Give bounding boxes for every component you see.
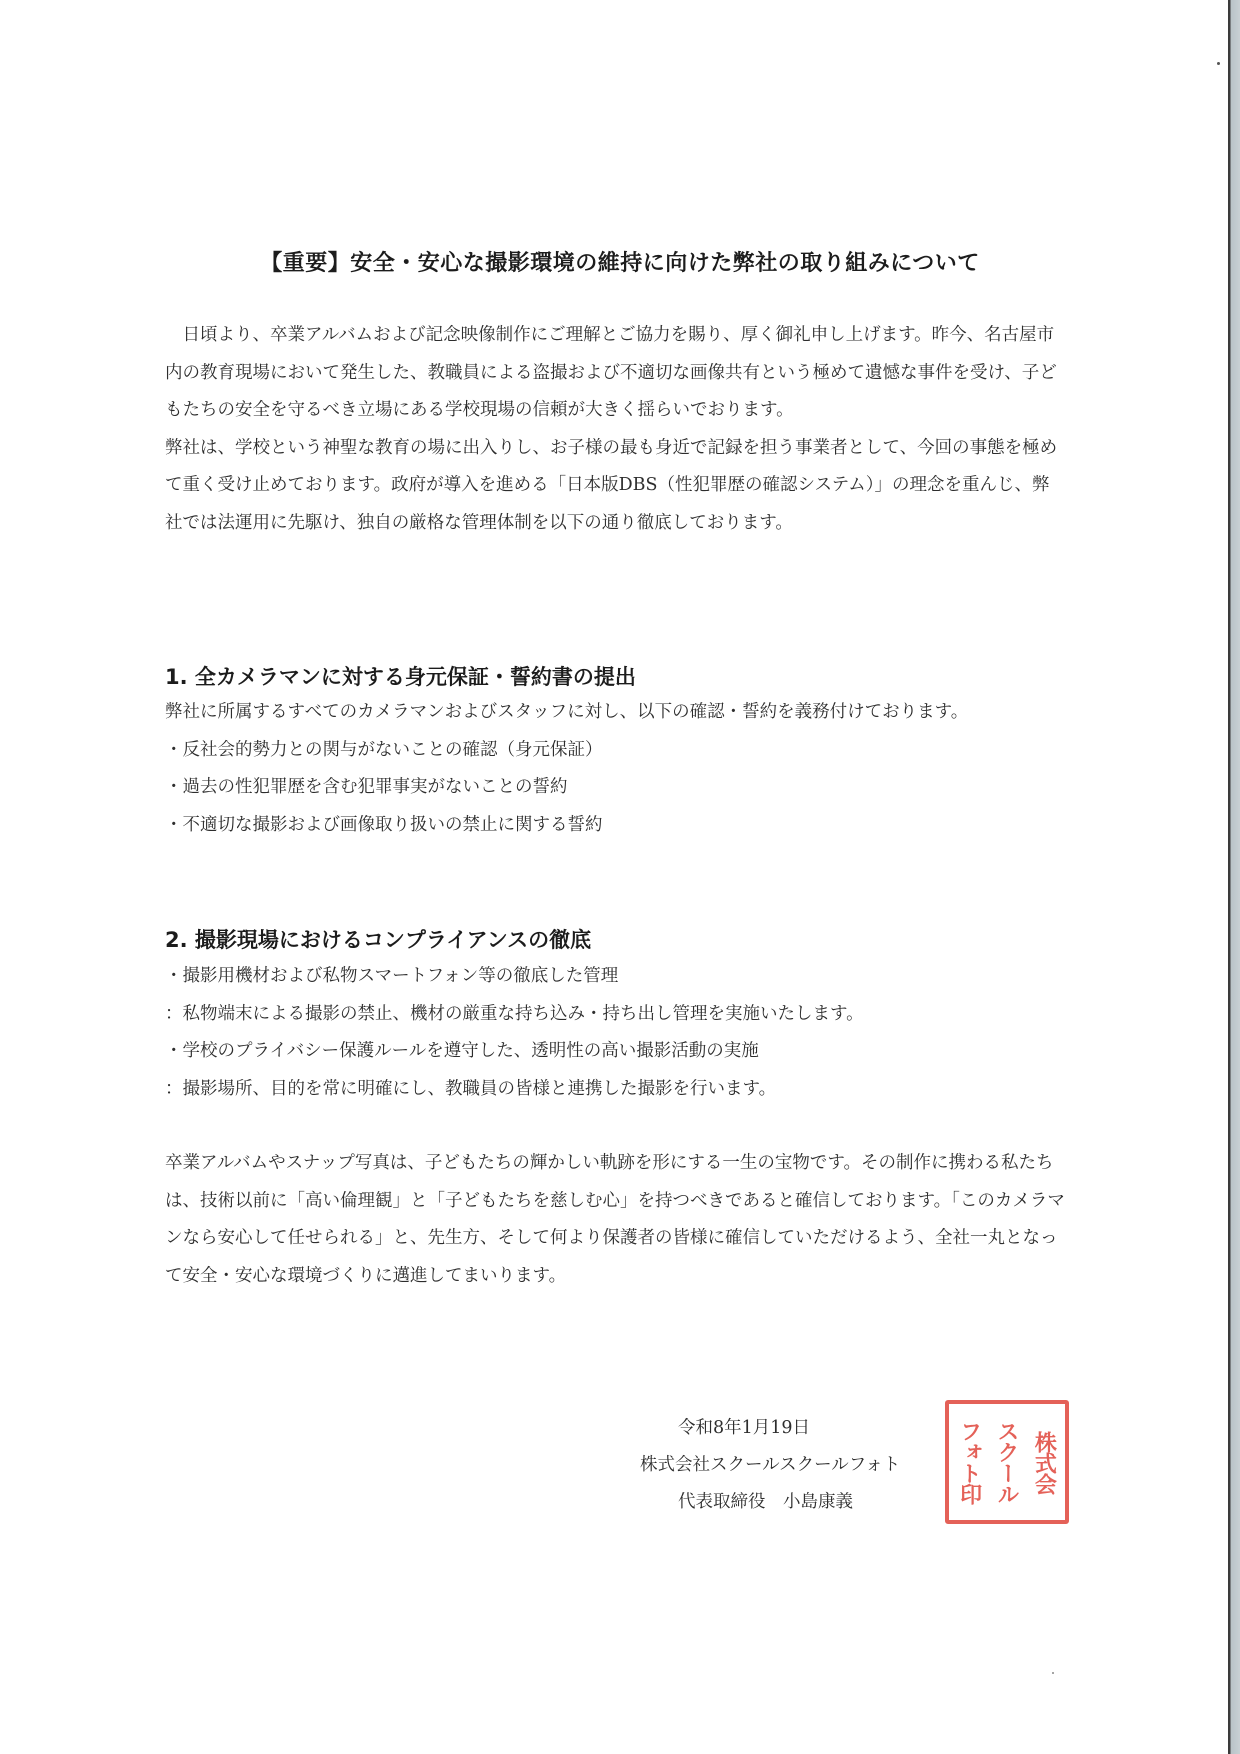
section-2-list bbox=[165, 958, 1065, 1108]
list-item: ・過去の性犯罪歴を含む犯罪事実がないことの誓約 bbox=[165, 777, 568, 797]
list-item: ：私物端末による撮影の禁止、機材の厳重な持ち込み・持ち出し管理を実施いたします。 bbox=[165, 1003, 864, 1024]
closing-section bbox=[165, 1145, 1065, 1295]
intro-paragraph-2: 弊社は、学校という神聖な教育の場に出入りし、お子様の最も身近で記録を担う事業者として、今回の事態を極めて重く受け止めております。政府が導入を進める「日本版DBS（性犯罪歴の確認システム）」の理念を重んじ、弊社では法運用に先駆け、独自の厳格な管理体制を以下の通り徹底しております。 bbox=[165, 437, 1058, 533]
seal-column: スクール bbox=[993, 1420, 1020, 1504]
signature-representative: 代表取締役 小島康義 bbox=[678, 1492, 853, 1512]
document-title: 【重要】安全・安心な撮影環境の維持に向けた弊社の取り組みについて bbox=[260, 251, 980, 276]
intro-paragraph-1: 日頃より、卒業アルバムおよび記念映像制作にご理解とご協力を賜り、厚く御礼申し上げます。昨今、名古屋市内の教育現場において発生した、教職員による盗撮および不適切な画像共有という極めて遺憾な事件を受け、子どもたちの安全を守るべき立場にある学校現場の信頼が大きく揺らいでおります。 bbox=[165, 325, 1057, 420]
signature-block bbox=[640, 1410, 960, 1521]
signature-company: 株式会社スクールスクールフォト bbox=[640, 1455, 901, 1475]
list-item: ・撮影用機材および私物スマートフォン等の徹底した管理 bbox=[165, 966, 619, 986]
seal-column: 株式会 bbox=[1031, 1430, 1058, 1494]
section-2-heading: 2. 撮影現場におけるコンプライアンスの徹底 bbox=[165, 928, 592, 952]
signature-date: 令和8年1月19日 bbox=[678, 1418, 811, 1438]
section-1-heading: 1. 全カメラマンに対する身元保証・誓約書の提出 bbox=[165, 665, 636, 689]
list-item: ・反社会的勢力との関与がないことの確認（身元保証） bbox=[165, 739, 603, 760]
section-1-body bbox=[165, 694, 1065, 844]
section-1-list bbox=[165, 732, 1065, 845]
intro-section bbox=[165, 317, 1065, 542]
list-item: ・不適切な撮影および画像取り扱いの禁止に関する誓約 bbox=[165, 814, 603, 835]
list-item: ：撮影場所、目的を常に明確にし、教職員の皆様と連携した撮影を行います。 bbox=[165, 1078, 777, 1099]
scan-speck bbox=[1217, 62, 1220, 65]
seal-column: フォト印 bbox=[956, 1420, 983, 1504]
scan-speck bbox=[1052, 1672, 1054, 1674]
section-1-lead: 弊社に所属するすべてのカメラマンおよびスタッフに対し、以下の確認・誓約を義務付けております。 bbox=[165, 702, 969, 722]
list-item: ・学校のプライバシー保護ルールを遵守した、透明性の高い撮影活動の実施 bbox=[165, 1041, 759, 1061]
section-2-body bbox=[165, 958, 1065, 1108]
closing-paragraph: 卒業アルバムやスナップ写真は、子どもたちの輝かしい軌跡を形にする一生の宝物です。その制作に携わる私たちは、技術以前に「高い倫理観」と「子どもたちを慈しむ心」を持つべきであると確信しております。「このカメラマンなら安心して任せられる」と、先生方、そして何より保護者の皆様に確信していただけるよう、全社一丸となって安全・安心な環境づくりに邁進してまいります。 bbox=[165, 1153, 1065, 1286]
company-seal-stamp bbox=[945, 1400, 1069, 1524]
